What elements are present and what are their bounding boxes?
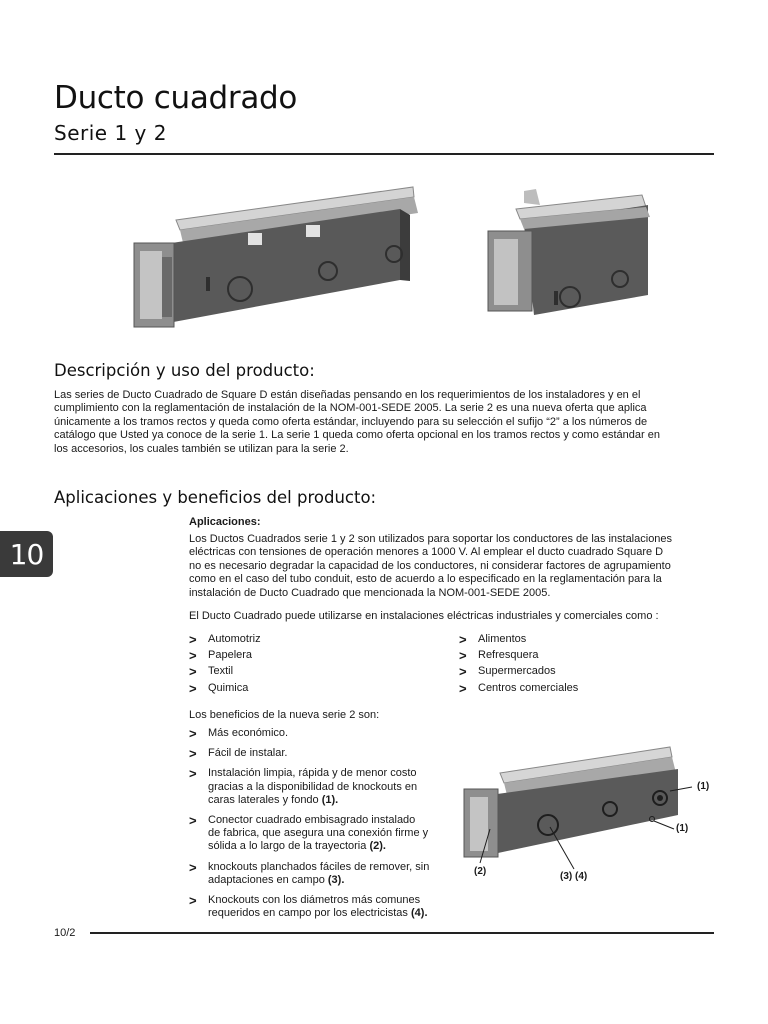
industries-list-left xyxy=(189,633,261,695)
list-item: > Centros comerciales xyxy=(459,680,579,696)
duct-photo-right xyxy=(484,187,654,319)
page-number: 10/2 xyxy=(54,927,76,939)
applications-heading: Aplicaciones y beneficios del producto: xyxy=(54,488,377,507)
list-item: > Supermercados xyxy=(459,664,556,680)
description-line: los accesorios, los cuales también se utilizan para la serie 2. xyxy=(54,442,349,455)
applications-line: no es necesario degradar la capacidad de los conductores, ni considerar factores de agrupamiento xyxy=(189,559,671,572)
page-title: Ducto cuadrado xyxy=(54,80,298,116)
applications-line: como en el caso del tubo conduit, esto de acuerdo a lo especificado en la reglamentación para la xyxy=(189,573,662,586)
applications-line: Los Ductos Cuadrados serie 1 y 2 son utilizados para soportar los conductores de las instalaciones xyxy=(189,533,673,545)
bullet-arrow-icon: > xyxy=(459,680,467,696)
description-line: catálogo que Usted ya conoce de la serie 1. La serie 1 queda como oferta opcional en los tramos rectos y como estándar en xyxy=(54,429,660,442)
benefits-list xyxy=(189,727,449,920)
description-heading: Descripción y uso del producto: xyxy=(54,361,315,380)
description-line: Las series de Ducto Cuadrado de Square D están diseñadas pensando en los requerimientos de los instaladores y en el xyxy=(54,389,641,401)
applications-text xyxy=(189,533,714,600)
applications-label: Aplicaciones: xyxy=(189,516,261,528)
bullet-arrow-icon: > xyxy=(459,632,467,647)
header-rule xyxy=(54,153,714,155)
bullet-arrow-icon: > xyxy=(189,766,197,782)
section-tab: 10 xyxy=(0,531,53,577)
callout-2: (2) xyxy=(474,866,487,877)
bullet-arrow-icon: > xyxy=(189,632,197,647)
list-item: > Knockouts con los diámetros más comunes requeridos en campo por los electricistas (4). xyxy=(189,893,428,920)
list-item: > Automotriz xyxy=(189,632,261,647)
description-line: cumplimiento con la reglamentación de instalación de la NOM-001-SEDE 2005. La serie 2 es una nueva oferta que aplica xyxy=(54,402,647,415)
footer-rule xyxy=(90,932,714,934)
bullet-arrow-icon: > xyxy=(189,813,197,829)
applications-line: instalación de Ducto Cuadrado que mencionada la NOM-001-SEDE 2005. xyxy=(189,586,551,599)
page-subtitle: Serie 1 y 2 xyxy=(54,121,167,145)
list-item: > knockouts planchados fáciles de remover, sin adaptaciones en campo (3). xyxy=(189,859,430,886)
list-item: > Refresquera xyxy=(459,648,539,664)
bullet-arrow-icon: > xyxy=(189,859,197,875)
industries-list-right xyxy=(459,633,578,695)
bullet-arrow-icon: > xyxy=(189,893,197,909)
list-item: > Textil xyxy=(189,664,234,680)
benefits-intro: Los beneficios de la nueva serie 2 son: xyxy=(189,709,380,721)
duct-photo-left xyxy=(128,185,430,335)
description-line: únicamente a los tramos rectos y queda como oferta estándar, incluyendo para su selección el sufijo “2” a los números de xyxy=(54,415,648,428)
bullet-arrow-icon: > xyxy=(459,664,467,680)
bullet-arrow-icon: > xyxy=(459,648,467,664)
applications-line: eléctricas con tensiones de operación menores a 1000 V. Al emplear el ducto cuadrado Square D xyxy=(189,546,664,559)
callout-3-4: (3) (4) xyxy=(560,871,588,882)
applications-intro: El Ducto Cuadrado puede utilizarse en instalaciones eléctricas industriales y comerciales como : xyxy=(189,610,659,622)
callout-1-top: (1) xyxy=(697,781,710,792)
description-text xyxy=(54,389,714,456)
list-item: > Papelera xyxy=(189,648,253,664)
duct-photo-annotated xyxy=(460,743,690,868)
bullet-arrow-icon: > xyxy=(189,726,197,741)
bullet-arrow-icon: > xyxy=(189,746,197,762)
bullet-arrow-icon: > xyxy=(189,648,197,664)
list-item: > Quimica xyxy=(189,680,249,696)
list-item: > Conector cuadrado embisagrado instalado de fabrica, que asegura una conexión firme y sólida a lo largo de la trayectoria (2). xyxy=(189,813,429,853)
list-item: > Instalación limpia, rápida y de menor costo gracias a la disponibilidad de knockouts en caras laterales y fondo (1). xyxy=(189,766,418,806)
list-item: > Más económico. xyxy=(189,726,289,741)
list-item: > Alimentos xyxy=(459,632,527,647)
bullet-arrow-icon: > xyxy=(189,664,197,680)
list-item: > Fácil de instalar. xyxy=(189,746,288,762)
callout-1-bottom: (1) xyxy=(676,823,689,834)
bullet-arrow-icon: > xyxy=(189,680,197,696)
